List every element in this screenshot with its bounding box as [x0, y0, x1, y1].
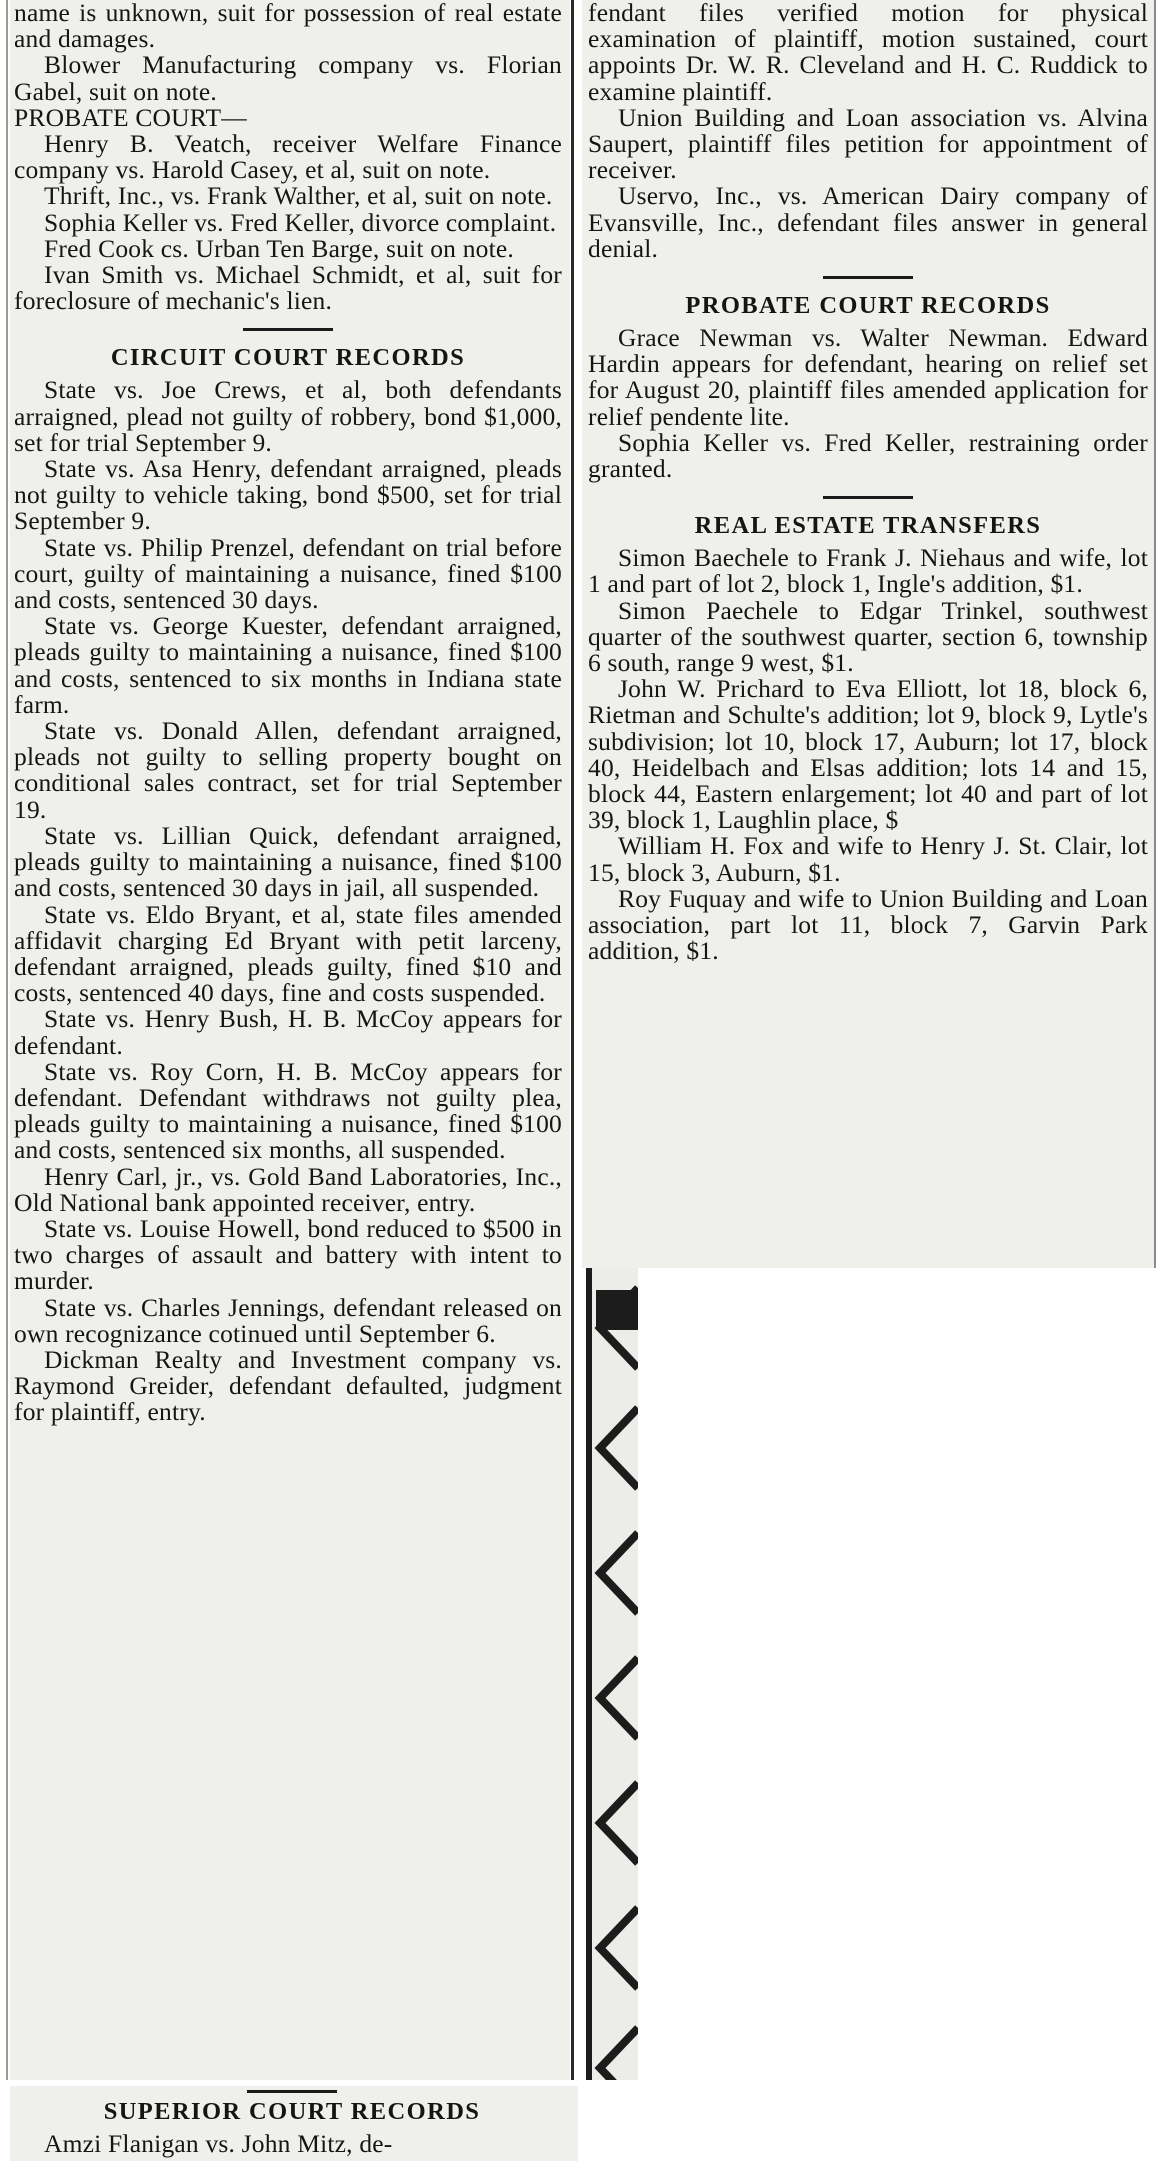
circuit-entry: State vs. Asa Henry, defendant arraigned, pleads not guilty to vehicle taking, bond $500, set for trial September 9. — [14, 454, 562, 536]
superior-entry: Amzi Flanigan vs. John Mitz, de- — [44, 2129, 393, 2158]
probate-entry: Henry B. Veatch, receiver Welfare Finance company vs. Harold Casey, et al, suit on note. — [14, 129, 562, 185]
real-estate-entry: Roy Fuquay and wife to Union Building and Loan association, part lot 11, block 7, Garvin Park addition, $1. — [588, 883, 1148, 966]
probate-court-heading: PROBATE COURT RECORDS — [685, 292, 1051, 320]
real-estate-heading: REAL ESTATE TRANSFERS — [694, 512, 1042, 540]
section-divider — [243, 328, 333, 331]
circuit-entry: State vs. Henry Bush, H. B. McCoy appears for defendant. — [14, 1004, 562, 1060]
section-divider — [247, 2090, 337, 2093]
circuit-court-heading: CIRCUIT COURT RECORDS — [110, 344, 466, 372]
section-divider — [823, 276, 913, 279]
probate-entry: Sophia Keller vs. Fred Keller, divorce complaint. — [44, 207, 557, 237]
circuit-entry: State vs. Donald Allen, defendant arraigned, pleads not guilty to selling property bought on conditional sales contract, set for trial September 19. — [14, 716, 562, 824]
superior-court-heading: SUPERIOR COURT RECORDS — [103, 2098, 481, 2125]
probate-record-entry: Sophia Keller vs. Fred Keller, restraining order granted. — [588, 427, 1148, 484]
real-estate-entry: William H. Fox and wife to Henry J. St. Clair, lot 15, block 3, Auburn, $1. — [588, 831, 1148, 887]
circuit-entry: State vs. George Kuester, defendant arraigned, pleads guilty to maintaining a nuisance, fined $100 and costs, sentenced to six months in Indiana state farm. — [14, 611, 562, 719]
right-margin-rule — [1154, 0, 1156, 1268]
circuit-entry: State vs. Eldo Bryant, et al, state files amended affidavit charging Ed Bryant with petit larceny, defendant arraigned, pleads guilty, fined $10 and costs, sentenced 40 days, fine and costs suspended. — [14, 899, 562, 1008]
circuit-entry: State vs. Louise Howell, bond reduced to $500 in two charges of assault and battery with intent to murder. — [14, 1213, 562, 1296]
section-divider — [823, 496, 913, 499]
right-column — [582, 0, 1156, 1268]
circuit-entry: State vs. Lillian Quick, defendant arraigned, pleads guilty to maintaining a nuisance, fined $100 and costs, sentenced 30 days in jail, all suspended. — [14, 820, 562, 903]
circuit-entry: Dickman Realty and Investment company vs. Raymond Greider, defendant defaulted, judgment for plaintiff, entry. — [14, 1344, 562, 1427]
ad-diamond-border — [586, 1268, 638, 2080]
article-paragraph: Blower Manufacturing company vs. Florian Gabel, suit on note. — [14, 50, 562, 106]
real-estate-entry: Simon Baechele to Frank J. Niehaus and wife, lot 1 and part of lot 2, block 1, Ingle's addition, $1. — [588, 543, 1148, 599]
probate-entry: Thrift, Inc., vs. Frank Walther, et al, suit on note. — [44, 181, 553, 211]
advertisement-fragment — [586, 1268, 638, 2080]
probate-record-entry: Grace Newman vs. Walter Newman. Edward Hardin appears for defendant, hearing on relief set for August 20, plaintiff files amended application for relief pendente lite. — [588, 323, 1148, 431]
article-paragraph: name is unknown, suit for possession of real estate and damages. — [14, 0, 562, 54]
circuit-entry: State vs. Joe Crews, et al, both defendants arraigned, plead not guilty of robbery, bond $1,000, set for trial September 9. — [14, 375, 562, 457]
superior-court-section — [10, 2086, 578, 2161]
real-estate-entry: John W. Prichard to Eva Elliott, lot 18, block 6, Rietman and Schulte's addition; lot 9, block 9, Lytle's subdivision; lot 10, block 17, Auburn; lot 17, block 40, Heidelbach and Elsas addition; lots 14 and 15, block 44, Eastern enlargement; lot 40 and part of lot 39, block 1, Laughlin place, $ — [588, 674, 1148, 835]
circuit-entry: State vs. Charles Jennings, defendant released on own recognizance cotinued until September 6. — [14, 1292, 562, 1348]
circuit-entry: State vs. Roy Corn, H. B. McCoy appears for defendant. Defendant withdraws not guilty plea, pleads guilty to maintaining a nuisance, fined $100 and costs, sentenced six months, all suspended. — [14, 1056, 562, 1165]
article-paragraph: Union Building and Loan association vs. Alvina Saupert, plaintiff files petition for appointment of receiver. — [588, 102, 1148, 185]
article-paragraph: Uservo, Inc., vs. American Dairy company of Evansville, Inc., defendant files answer in general denial. — [588, 181, 1148, 263]
left-margin-rule — [6, 0, 8, 2080]
circuit-entry: Henry Carl, jr., vs. Gold Band Laboratories, Inc., Old National bank appointed receiver, entry. — [14, 1161, 562, 1217]
probate-entry: Ivan Smith vs. Michael Schmidt, et al, suit for foreclosure of mechanic's lien. — [14, 260, 562, 316]
column-rule — [571, 0, 574, 2080]
probate-court-label: PROBATE COURT— — [14, 102, 247, 132]
left-column — [10, 0, 570, 2080]
circuit-entry: State vs. Philip Prenzel, defendant on trial before court, guilty of maintaining a nuisance, fined $100 and costs, sentenced 30 days. — [14, 532, 562, 615]
probate-entry: Fred Cook cs. Urban Ten Barge, suit on note. — [44, 233, 514, 263]
article-paragraph: fendant files verified motion for physical examination of plaintiff, motion sustained, court appoints Dr. W. R. Cleveland and H. C. Ruddick to examine plaintiff. — [588, 0, 1148, 106]
real-estate-entry: Simon Paechele to Edgar Trinkel, southwest quarter of the southwest quarter, section 6, township 6 south, range 9 west, $1. — [588, 595, 1148, 678]
